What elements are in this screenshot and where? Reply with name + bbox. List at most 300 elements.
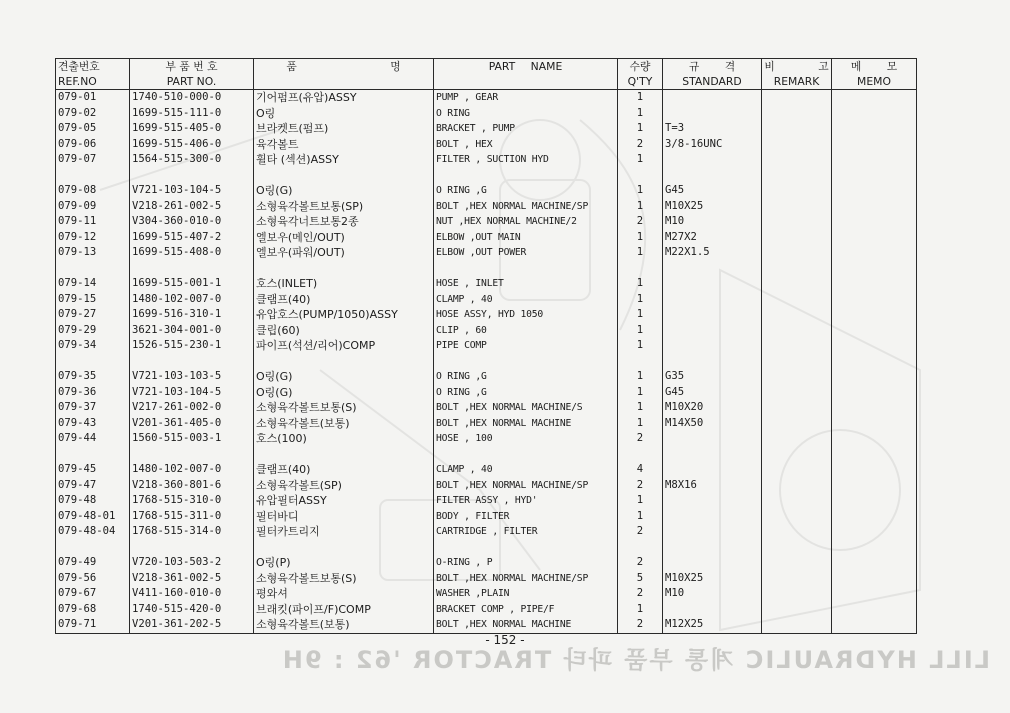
row-remark [762, 354, 832, 370]
table-row [56, 478, 917, 494]
row-quantity: 2 [618, 586, 663, 602]
row-part-name: FILTER ASSY , HYD' [434, 493, 618, 509]
row-standard [663, 524, 762, 540]
row-quantity: 1 [618, 385, 663, 401]
row-memo [832, 230, 917, 246]
row-quantity: 1 [618, 230, 663, 246]
row-part-name: BOLT ,HEX NORMAL MACHINE [434, 617, 618, 633]
header-row-english [56, 74, 917, 90]
row-name-korean: 클램프(40) [254, 462, 434, 478]
table-row [56, 524, 917, 540]
parts-table-body [56, 90, 917, 634]
row-quantity: 1 [618, 292, 663, 308]
row-ref-no: 079-11 [56, 214, 130, 230]
table-row [56, 617, 917, 633]
col-header-memo-ko: 메 모 [832, 59, 917, 75]
row-part-no: V218-261-002-5 [130, 199, 254, 215]
row-remark [762, 385, 832, 401]
row-quantity: 1 [618, 276, 663, 292]
row-part-no: V411-160-010-0 [130, 586, 254, 602]
row-remark [762, 571, 832, 587]
row-part-no: 1699-515-407-2 [130, 230, 254, 246]
row-memo [832, 617, 917, 633]
row-part-name: PIPE COMP [434, 338, 618, 354]
row-remark [762, 338, 832, 354]
row-quantity: 2 [618, 137, 663, 153]
row-part-name: BOLT ,HEX NORMAL MACHINE/SP [434, 199, 618, 215]
row-standard: M12X25 [663, 617, 762, 633]
row-memo [832, 245, 917, 261]
row-standard [663, 152, 762, 168]
row-part-no: 1699-516-310-1 [130, 307, 254, 323]
row-remark [762, 307, 832, 323]
row-part-name: ELBOW ,OUT POWER [434, 245, 618, 261]
row-quantity: 2 [618, 524, 663, 540]
row-quantity: 2 [618, 214, 663, 230]
row-remark [762, 431, 832, 447]
row-standard [663, 447, 762, 463]
row-part-no: 3621-304-001-0 [130, 323, 254, 339]
row-part-name: O RING ,G [434, 183, 618, 199]
row-name-korean: O링(P) [254, 555, 434, 571]
row-standard [663, 509, 762, 525]
row-remark [762, 416, 832, 432]
row-standard: M10X25 [663, 199, 762, 215]
row-remark [762, 447, 832, 463]
bleed-through-text: LILL HYDRAULIC 계통 부품 파타 TRACTOR '62 : 9H [280, 646, 990, 674]
row-quantity [618, 447, 663, 463]
row-memo [832, 555, 917, 571]
row-part-no: V217-261-002-0 [130, 400, 254, 416]
row-name-korean: 클립(60) [254, 323, 434, 339]
row-remark [762, 168, 832, 184]
row-part-name: BOLT ,HEX NORMAL MACHINE/S [434, 400, 618, 416]
row-remark [762, 152, 832, 168]
row-name-korean: 소형육각너트보통2종 [254, 214, 434, 230]
row-remark [762, 245, 832, 261]
row-part-no: V721-103-104-5 [130, 183, 254, 199]
row-standard [663, 602, 762, 618]
table-row [56, 462, 917, 478]
row-memo [832, 602, 917, 618]
row-ref-no: 079-34 [56, 338, 130, 354]
row-standard [663, 292, 762, 308]
table-row [56, 416, 917, 432]
row-ref-no: 079-08 [56, 183, 130, 199]
row-memo [832, 183, 917, 199]
row-part-name: WASHER ,PLAIN [434, 586, 618, 602]
table-row [56, 555, 917, 571]
row-name-korean: 클램프(40) [254, 292, 434, 308]
row-ref-no: 079-37 [56, 400, 130, 416]
row-part-no: 1699-515-406-0 [130, 137, 254, 153]
row-ref-no: 079-29 [56, 323, 130, 339]
row-standard [663, 540, 762, 556]
table-row-spacer [56, 447, 917, 463]
row-part-no [130, 261, 254, 277]
row-memo [832, 462, 917, 478]
row-quantity: 1 [618, 416, 663, 432]
row-part-name [434, 168, 618, 184]
row-memo [832, 478, 917, 494]
col-header-part-en: PART NO. [130, 74, 254, 90]
row-memo [832, 338, 917, 354]
row-quantity: 1 [618, 121, 663, 137]
row-quantity: 1 [618, 400, 663, 416]
row-part-name: PUMP , GEAR [434, 90, 618, 106]
col-header-kname-blank [254, 74, 434, 90]
row-remark [762, 524, 832, 540]
row-name-korean: 기어펌프(유압)ASSY [254, 90, 434, 106]
col-header-remark-ko: 비 고 [762, 59, 832, 75]
table-row [56, 571, 917, 587]
row-name-korean: 소형육각볼트보통(S) [254, 400, 434, 416]
row-part-no: 1480-102-007-0 [130, 292, 254, 308]
row-standard [663, 106, 762, 122]
row-ref-no: 079-45 [56, 462, 130, 478]
row-name-korean: 브래킷(파이프/F)COMP [254, 602, 434, 618]
row-remark [762, 183, 832, 199]
row-ref-no: 079-07 [56, 152, 130, 168]
row-standard: M27X2 [663, 230, 762, 246]
row-name-korean: 파이프(석션/리어)COMP [254, 338, 434, 354]
parts-list-table [55, 58, 917, 634]
row-ref-no: 079-48 [56, 493, 130, 509]
row-standard: G35 [663, 369, 762, 385]
row-standard [663, 90, 762, 106]
table-row [56, 369, 917, 385]
row-ref-no [56, 447, 130, 463]
row-part-no: V304-360-010-0 [130, 214, 254, 230]
row-part-no: 1699-515-111-0 [130, 106, 254, 122]
row-ref-no: 079-48-04 [56, 524, 130, 540]
row-remark [762, 121, 832, 137]
row-quantity [618, 354, 663, 370]
col-header-qty-en: Q'TY [618, 74, 663, 90]
table-row [56, 152, 917, 168]
row-standard: M8X16 [663, 478, 762, 494]
row-part-name: BRACKET COMP , PIPE/F [434, 602, 618, 618]
row-part-name: ELBOW ,OUT MAIN [434, 230, 618, 246]
row-part-name [434, 447, 618, 463]
row-part-name: CLAMP , 40 [434, 292, 618, 308]
table-row [56, 106, 917, 122]
row-standard: M10 [663, 586, 762, 602]
row-quantity: 1 [618, 152, 663, 168]
row-name-korean: 소형육각볼트(보통) [254, 617, 434, 633]
row-remark [762, 137, 832, 153]
row-name-korean [254, 447, 434, 463]
row-remark [762, 106, 832, 122]
row-memo [832, 214, 917, 230]
row-name-korean [254, 540, 434, 556]
row-part-no: 1740-510-000-0 [130, 90, 254, 106]
row-part-no: 1564-515-300-0 [130, 152, 254, 168]
row-quantity: 1 [618, 245, 663, 261]
row-ref-no: 079-44 [56, 431, 130, 447]
row-ref-no: 079-27 [56, 307, 130, 323]
table-row [56, 338, 917, 354]
row-name-korean: 평와셔 [254, 586, 434, 602]
row-memo [832, 509, 917, 525]
col-header-memo-en: MEMO [832, 74, 917, 90]
row-name-korean: O링 [254, 106, 434, 122]
row-part-no: V721-103-103-5 [130, 369, 254, 385]
row-ref-no: 079-36 [56, 385, 130, 401]
row-part-name: O RING ,G [434, 385, 618, 401]
row-part-name: HOSE , INLET [434, 276, 618, 292]
row-remark [762, 369, 832, 385]
row-part-no: 1699-515-001-1 [130, 276, 254, 292]
table-row [56, 137, 917, 153]
row-part-name: BOLT ,HEX NORMAL MACHINE [434, 416, 618, 432]
row-quantity: 1 [618, 307, 663, 323]
row-memo [832, 168, 917, 184]
row-quantity: 1 [618, 323, 663, 339]
row-memo [832, 323, 917, 339]
row-memo [832, 385, 917, 401]
row-name-korean: 호스(INLET) [254, 276, 434, 292]
row-standard [663, 555, 762, 571]
row-name-korean: 필터바디 [254, 509, 434, 525]
row-quantity [618, 168, 663, 184]
row-part-no: V201-361-202-5 [130, 617, 254, 633]
row-ref-no: 079-67 [56, 586, 130, 602]
row-ref-no: 079-06 [56, 137, 130, 153]
col-header-part-ko: 부 품 번 호 [130, 59, 254, 75]
table-row [56, 586, 917, 602]
row-remark [762, 199, 832, 215]
col-header-ename: PART NAME [434, 59, 618, 75]
row-quantity: 1 [618, 90, 663, 106]
row-memo [832, 447, 917, 463]
row-quantity: 1 [618, 602, 663, 618]
row-ref-no: 079-35 [56, 369, 130, 385]
row-quantity: 1 [618, 369, 663, 385]
row-part-name: HOSE , 100 [434, 431, 618, 447]
row-remark [762, 292, 832, 308]
row-memo [832, 292, 917, 308]
table-row [56, 90, 917, 106]
col-header-ename-blank [434, 74, 618, 90]
row-standard [663, 338, 762, 354]
row-remark [762, 493, 832, 509]
row-part-no: 1768-515-314-0 [130, 524, 254, 540]
row-memo [832, 369, 917, 385]
row-part-no: V218-361-002-5 [130, 571, 254, 587]
row-part-name: BOLT , HEX [434, 137, 618, 153]
row-ref-no [56, 168, 130, 184]
row-ref-no [56, 540, 130, 556]
row-part-no: 1740-515-420-0 [130, 602, 254, 618]
table-row [56, 230, 917, 246]
table-row [56, 276, 917, 292]
row-remark [762, 214, 832, 230]
table-row [56, 431, 917, 447]
row-part-name: HOSE ASSY, HYD 1050 [434, 307, 618, 323]
table-row [56, 323, 917, 339]
row-standard: M10 [663, 214, 762, 230]
row-standard [663, 354, 762, 370]
col-header-remark-en: REMARK [762, 74, 832, 90]
table-row-spacer [56, 168, 917, 184]
row-part-name: FILTER , SUCTION HYD [434, 152, 618, 168]
row-part-no: 1699-515-408-0 [130, 245, 254, 261]
row-remark [762, 323, 832, 339]
row-standard: G45 [663, 385, 762, 401]
row-remark [762, 586, 832, 602]
row-standard: M10X20 [663, 400, 762, 416]
page-number: - 152 - [485, 633, 525, 647]
row-remark [762, 540, 832, 556]
table-row-spacer [56, 261, 917, 277]
row-standard [663, 276, 762, 292]
row-part-no: 1768-515-310-0 [130, 493, 254, 509]
row-standard: 3/8-16UNC [663, 137, 762, 153]
row-memo [832, 400, 917, 416]
row-name-korean: 필터카트리지 [254, 524, 434, 540]
row-remark [762, 400, 832, 416]
table-row [56, 292, 917, 308]
row-name-korean: 소형육각볼트(보통) [254, 416, 434, 432]
table-row [56, 245, 917, 261]
row-standard [663, 307, 762, 323]
row-part-name: CLAMP , 40 [434, 462, 618, 478]
row-part-name: O RING ,G [434, 369, 618, 385]
row-standard: M14X50 [663, 416, 762, 432]
row-memo [832, 431, 917, 447]
row-quantity: 1 [618, 509, 663, 525]
row-part-no [130, 447, 254, 463]
row-remark [762, 602, 832, 618]
row-standard [663, 168, 762, 184]
row-ref-no: 079-12 [56, 230, 130, 246]
row-name-korean: 소형육각볼트보통(S) [254, 571, 434, 587]
row-part-name [434, 261, 618, 277]
row-quantity: 2 [618, 478, 663, 494]
row-standard [663, 493, 762, 509]
row-name-korean: 소형육각볼트(SP) [254, 478, 434, 494]
row-quantity: 1 [618, 338, 663, 354]
row-memo [832, 199, 917, 215]
table-row [56, 199, 917, 215]
row-remark [762, 90, 832, 106]
table-row-spacer [56, 540, 917, 556]
row-part-no: V721-103-104-5 [130, 385, 254, 401]
row-memo [832, 121, 917, 137]
header-row-korean [56, 59, 917, 75]
row-quantity: 4 [618, 462, 663, 478]
table-row [56, 307, 917, 323]
row-part-no: V201-361-405-0 [130, 416, 254, 432]
row-ref-no: 079-15 [56, 292, 130, 308]
row-standard: T=3 [663, 121, 762, 137]
row-name-korean: 엘보우(파워/OUT) [254, 245, 434, 261]
row-standard [663, 261, 762, 277]
row-memo [832, 261, 917, 277]
row-name-korean [254, 261, 434, 277]
row-ref-no: 079-49 [56, 555, 130, 571]
row-ref-no: 079-48-01 [56, 509, 130, 525]
row-ref-no: 079-68 [56, 602, 130, 618]
row-name-korean: 유압호스(PUMP/1050)ASSY [254, 307, 434, 323]
row-part-no [130, 168, 254, 184]
row-ref-no [56, 261, 130, 277]
row-ref-no: 079-13 [56, 245, 130, 261]
row-remark [762, 555, 832, 571]
col-header-ref-ko: 견출번호 [56, 59, 130, 75]
row-standard [663, 462, 762, 478]
row-standard [663, 323, 762, 339]
row-ref-no: 079-09 [56, 199, 130, 215]
row-name-korean: 유압필터ASSY [254, 493, 434, 509]
row-remark [762, 509, 832, 525]
row-part-no [130, 354, 254, 370]
row-remark [762, 261, 832, 277]
row-name-korean: 엘보우(메인/OUT) [254, 230, 434, 246]
table-row [56, 385, 917, 401]
row-part-no: 1768-515-311-0 [130, 509, 254, 525]
row-memo [832, 354, 917, 370]
col-header-std-en: STANDARD [663, 74, 762, 90]
row-memo [832, 137, 917, 153]
row-remark [762, 230, 832, 246]
row-name-korean: O링(G) [254, 183, 434, 199]
row-quantity: 1 [618, 493, 663, 509]
row-memo [832, 586, 917, 602]
row-part-no [130, 540, 254, 556]
row-name-korean: 호스(100) [254, 431, 434, 447]
table-row [56, 493, 917, 509]
table-row-spacer [56, 354, 917, 370]
row-name-korean: 휠타 (섹션)ASSY [254, 152, 434, 168]
col-header-qty-ko: 수량 [618, 59, 663, 75]
row-standard: M22X1.5 [663, 245, 762, 261]
row-standard: G45 [663, 183, 762, 199]
row-name-korean: 브라켓트(펌프) [254, 121, 434, 137]
row-memo [832, 276, 917, 292]
row-part-name: BOLT ,HEX NORMAL MACHINE/SP [434, 571, 618, 587]
row-quantity [618, 261, 663, 277]
col-header-ref-en: REF.NO [56, 74, 130, 90]
row-part-name: CARTRIDGE , FILTER [434, 524, 618, 540]
row-name-korean: O링(G) [254, 385, 434, 401]
row-ref-no: 079-56 [56, 571, 130, 587]
row-quantity: 1 [618, 183, 663, 199]
row-memo [832, 90, 917, 106]
row-ref-no [56, 354, 130, 370]
row-part-name: CLIP , 60 [434, 323, 618, 339]
table-row [56, 509, 917, 525]
row-part-name: NUT ,HEX NORMAL MACHINE/2 [434, 214, 618, 230]
row-ref-no: 079-01 [56, 90, 130, 106]
row-part-no: 1526-515-230-1 [130, 338, 254, 354]
col-header-std-ko: 규 격 [663, 59, 762, 75]
row-memo [832, 524, 917, 540]
row-part-name: BODY , FILTER [434, 509, 618, 525]
row-quantity: 2 [618, 555, 663, 571]
row-ref-no: 079-71 [56, 617, 130, 633]
row-part-name: BOLT ,HEX NORMAL MACHINE/SP [434, 478, 618, 494]
row-part-no: 1560-515-003-1 [130, 431, 254, 447]
row-quantity: 1 [618, 106, 663, 122]
row-name-korean [254, 354, 434, 370]
row-part-no: 1480-102-007-0 [130, 462, 254, 478]
row-memo [832, 307, 917, 323]
row-remark [762, 478, 832, 494]
row-quantity: 5 [618, 571, 663, 587]
row-quantity: 1 [618, 199, 663, 215]
